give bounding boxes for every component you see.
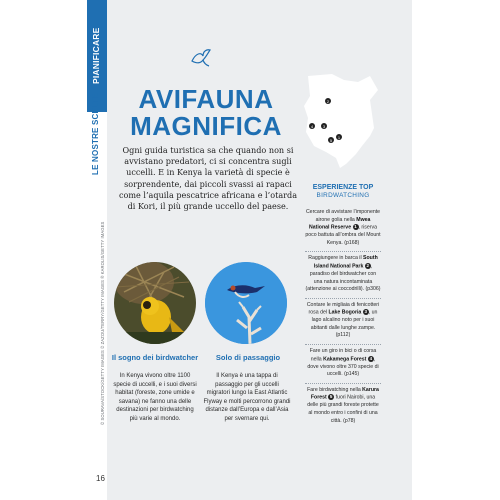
page-title <box>110 86 302 140</box>
map-marker-4 <box>309 123 315 129</box>
page-number: 16 <box>96 474 105 483</box>
swallow-photo <box>205 262 287 344</box>
svg-text:5: 5 <box>329 138 333 143</box>
experience-number: 2 <box>366 262 370 268</box>
experience-item: Fare birdwatching nella Karura Forest 5 fuori Nairobi, una delle più grandi foreste protette al mondo entro i confini di una città. (p78) <box>307 386 379 424</box>
photo-2-text: Il Kenya è una tappa di passaggio per gli uccelli migratori lungo la East Atlantic Flyway e molti percorrono grandi distanze dall’Europa e dall’Asia per svernare qui. <box>203 373 291 422</box>
svg-text:4: 4 <box>310 124 314 129</box>
experience-number: 3 <box>364 309 368 315</box>
experience-item: Raggiungere in barca il South Island National Park 2 , paradiso del birdwatcher con una natura incontaminata (attenzione ai coccodrilli). (p306) <box>305 252 381 298</box>
experience-place: Lake Bogoria <box>328 309 362 316</box>
experience-number: 1 <box>354 224 357 230</box>
svg-text:1: 1 <box>337 135 341 140</box>
experience-item: Fare un giro in bici o di corsa nella Kakamega Forest 4 , dove vivono oltre 370 specie di uccelli. (p145) <box>305 345 381 384</box>
weaver-bird-photo <box>114 262 196 344</box>
photo-credits: © SOURAVA/STOCK/GETTY IMAGES © ZAZOU/TERRY/GETTY IMAGES ® KAROLIS/GETTY IMAGES <box>100 221 105 425</box>
svg-text:3: 3 <box>322 124 326 129</box>
map-marker-2 <box>325 98 331 104</box>
bird-logo-icon <box>189 47 213 71</box>
kenya-map <box>300 72 384 172</box>
experience-place: Karura Forest <box>310 386 379 401</box>
subsection-label: LE NOSTRE SCELTE <box>91 92 100 175</box>
map-marker-1 <box>336 134 342 140</box>
photo-2-title: Solo di passaggio <box>215 353 281 362</box>
experience-place: South Island National Park <box>313 255 378 270</box>
experiences-title: ESPERIENZE TOP <box>312 184 374 191</box>
experiences-subtitle: BIRDWATCHING <box>316 192 370 199</box>
title-line-2: MAGNIFICA <box>130 111 282 141</box>
experience-item: Contare le migliaia di fenicotteri rosa del Lake Bogoria 3 , un lago alcalino noto per i suoi abitanti dalle lunghe zampe. (p112) <box>305 299 381 345</box>
experience-place: Mwea National Reserve <box>308 216 371 231</box>
experience-place: Kakamega Forest <box>323 356 367 362</box>
experience-item: Cercare di avvistare l’imponente airone golia nella Mwea National Reserve 1 , riserva poco battuta all’ombra del Mount Kenya. (p168) <box>305 206 381 252</box>
photo-1-text: In Kenya vivono oltre 1100 specie di uccelli, e i suoi diversi habitat (foreste, zone umide e savana) ne fanno una delle destinazioni per birdwatching più varie al mondo. <box>113 373 197 422</box>
experience-number: 5 <box>329 394 333 400</box>
title-line-1: AVIFAUNA <box>138 84 274 114</box>
experiences-list <box>305 206 381 429</box>
svg-text:2: 2 <box>326 99 330 104</box>
photo-1-title: Il sogno dei birdwatcher <box>111 353 199 362</box>
experience-number: 4 <box>369 355 373 361</box>
intro-paragraph: Ogni guida turistica sa che quando non si avvistano predatori, ci si concentra sugli uccelli. E in Kenya la varietà di specie è sorprendente, dai piccoli svassi ai rapaci come l’aquila pescatrice africana e l’otarda di Kori, il più grande uccello del paese. <box>118 145 298 212</box>
map-marker-3 <box>321 123 327 129</box>
section-label: PIANIFICARE <box>91 27 101 84</box>
map-marker-5 <box>328 137 334 143</box>
